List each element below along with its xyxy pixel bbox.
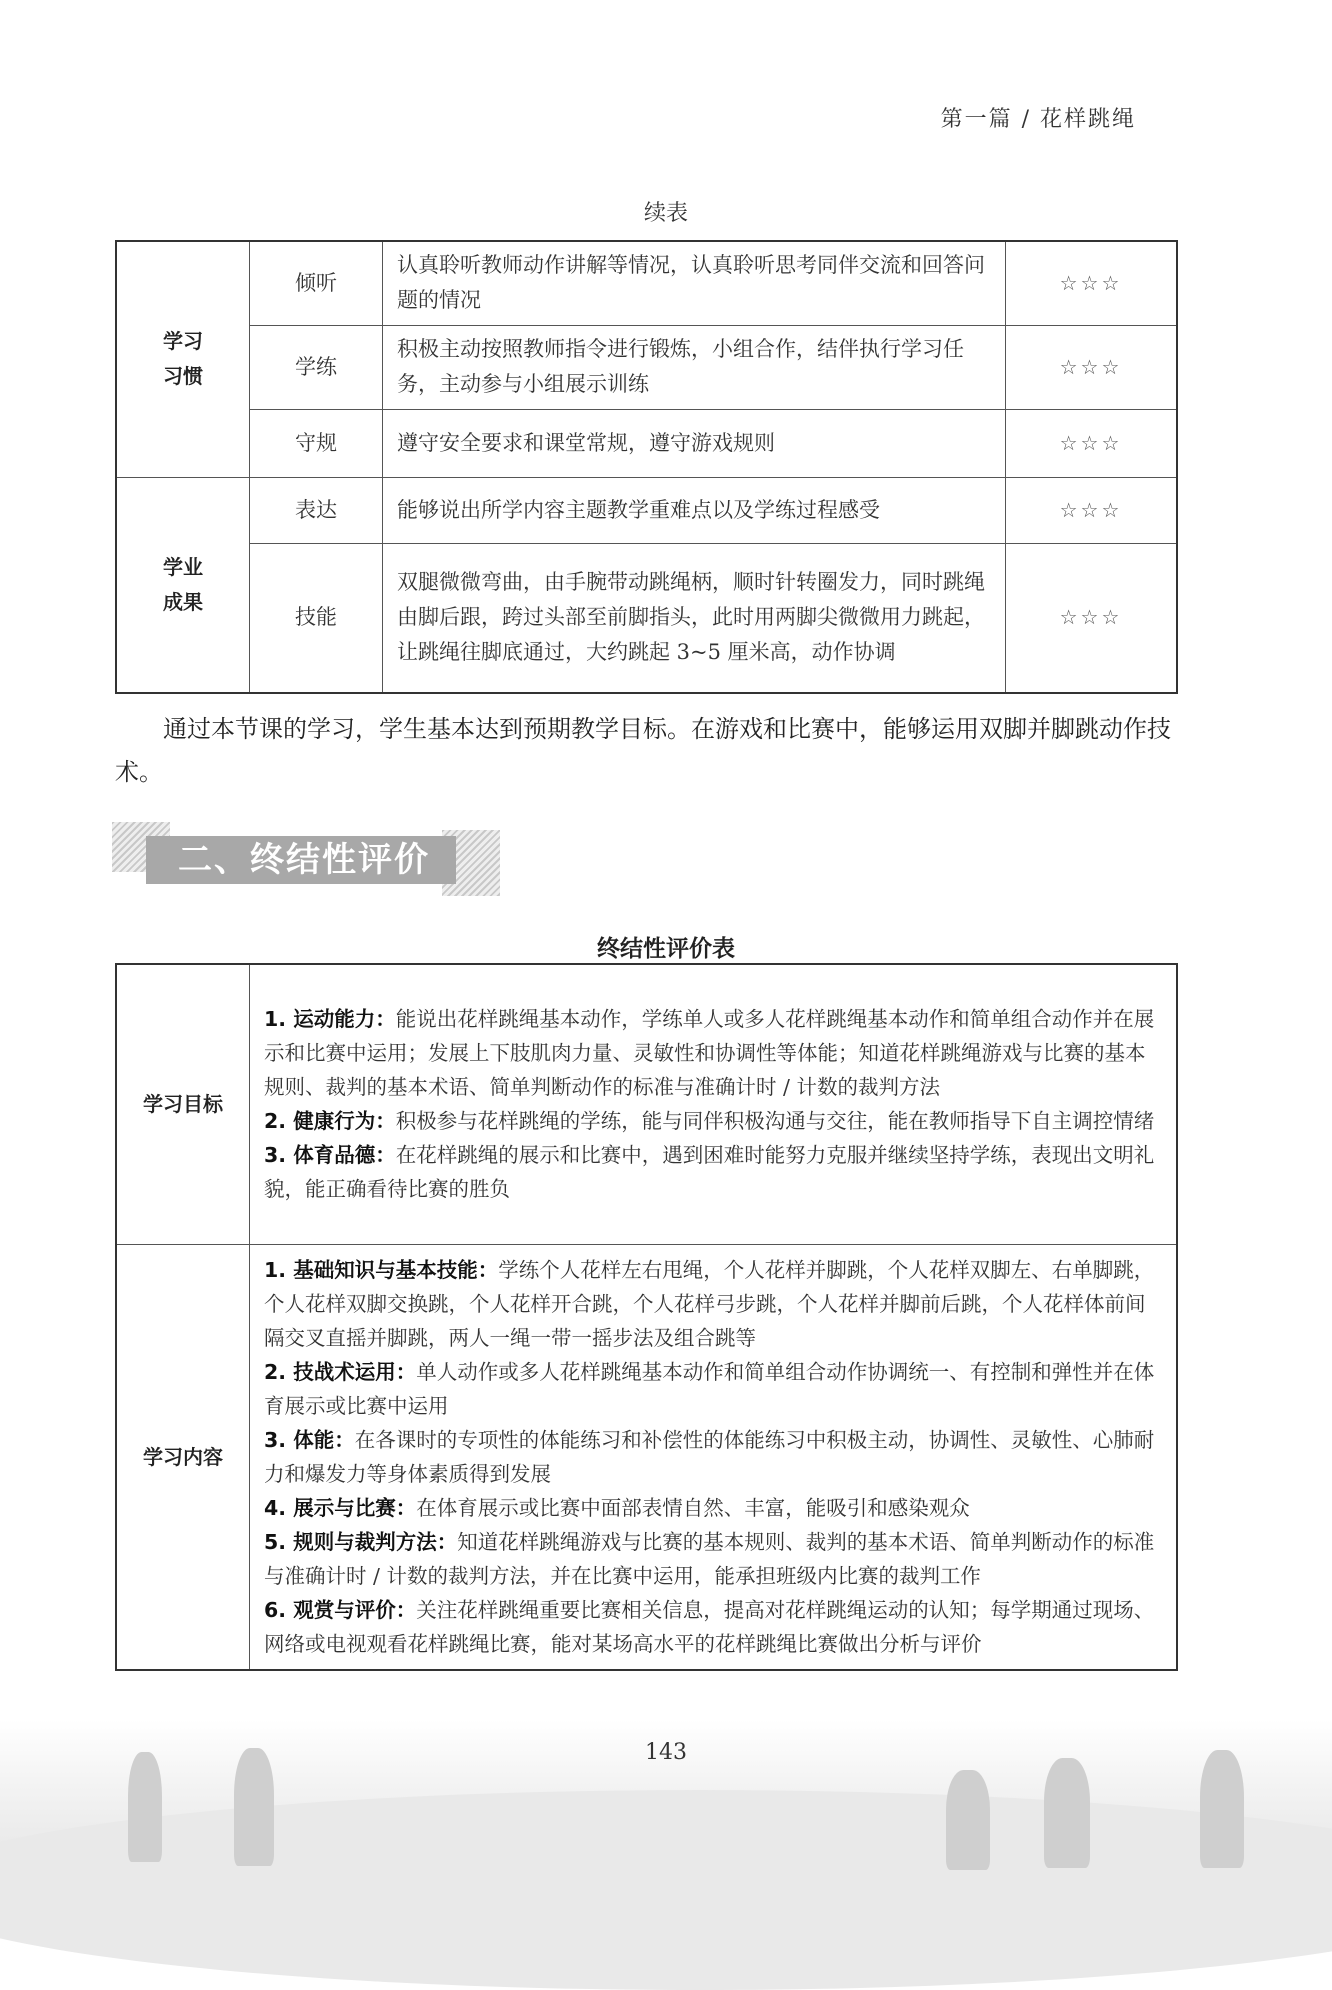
aspect-cell: 学练 xyxy=(250,325,383,409)
description-cell: 认真聆听教师动作讲解等情况，认真聆听思考同伴交流和回答问题的情况 xyxy=(383,241,1006,325)
list-item xyxy=(264,1138,1162,1206)
star-rating: ☆☆☆ xyxy=(1006,477,1178,543)
description-cell: 积极主动按照教师指令进行锻炼，小组合作，结伴执行学习任务，主动参与小组展示训练 xyxy=(383,325,1006,409)
jump-rope-figure-icon xyxy=(128,1752,162,1862)
item-text: 在体育展示或比赛中面部表情自然、丰富，能吸引和感染观众 xyxy=(416,1495,970,1520)
summative-evaluation-table xyxy=(115,963,1178,1671)
page-number: 143 xyxy=(645,1740,687,1765)
items-cell xyxy=(250,1244,1178,1670)
star-rating: ☆☆☆ xyxy=(1006,409,1178,477)
list-item xyxy=(264,1491,1162,1525)
category-cell: 学习目标 xyxy=(116,964,250,1244)
item-text: 在花样跳绳的展示和比赛中，遇到困难时能努力克服并继续坚持学练，表现出文明礼貌，能正确看待比赛的胜负 xyxy=(264,1143,1155,1202)
item-key: 3. 体能： xyxy=(264,1427,355,1452)
category-cell: 学业 成果 xyxy=(116,477,250,693)
item-text: 单人动作或多人花样跳绳基本动作和简单组合动作协调统一、有控制和弹性并在体育展示或比赛中运用 xyxy=(264,1359,1155,1418)
item-key: 5. 规则与裁判方法： xyxy=(264,1529,458,1554)
jump-rope-figure-icon xyxy=(1200,1750,1244,1868)
section-title: 二、终结性评价 xyxy=(146,836,456,884)
table2-title: 终结性评价表 xyxy=(597,936,735,962)
item-text: 在各课时的专项性的体能练习和补偿性的体能练习中积极主动，协调性、灵敏性、心肺耐力和爆发力等身体素质得到发展 xyxy=(264,1427,1155,1486)
item-key: 4. 展示与比赛： xyxy=(264,1495,417,1520)
jump-rope-figure-icon xyxy=(946,1770,990,1870)
list-item xyxy=(264,1355,1162,1423)
description-cell: 遵守安全要求和课堂常规，遵守游戏规则 xyxy=(383,409,1006,477)
items-cell xyxy=(250,964,1178,1244)
item-text: 积极参与花样跳绳的学练，能与同伴积极沟通与交往，能在教师指导下自主调控情绪 xyxy=(395,1109,1155,1134)
list-item xyxy=(264,1593,1162,1661)
item-text: 知道花样跳绳游戏与比赛的基本规则、裁判的基本术语、简单判断动作的标准与准确计时 / 计数的裁判方法，并在比赛中运用，能承担班级内比赛的裁判工作 xyxy=(264,1529,1155,1588)
item-key: 3. 体育品德： xyxy=(264,1143,396,1168)
jump-rope-figure-icon xyxy=(234,1748,274,1866)
item-text: 关注花样跳绳重要比赛相关信息，提高对花样跳绳运动的认知；每学期通过现场、网络或电视观看花样跳绳比赛，能对某场高水平的花样跳绳比赛做出分析与评价 xyxy=(264,1597,1155,1656)
summary-paragraph: 通过本节课的学习，学生基本达到预期教学目标。在游戏和比赛中，能够运用双脚并脚跳动作技术。 xyxy=(115,715,1171,786)
aspect-cell: 守规 xyxy=(250,409,383,477)
description-cell: 双腿微微弯曲，由手腕带动跳绳柄，顺时针转圈发力，同时跳绳由脚后跟，跨过头部至前脚指头，此时用两脚尖微微用力跳起，让跳绳往脚底通过，大约跳起 3~5 厘米高，动作协调 xyxy=(383,543,1006,693)
list-item xyxy=(264,1002,1162,1104)
list-item xyxy=(264,1525,1162,1593)
list-item xyxy=(264,1423,1162,1491)
item-key: 2. 健康行为： xyxy=(264,1109,396,1134)
running-header: 第一篇 / 花样跳绳 xyxy=(940,107,1136,132)
star-rating: ☆☆☆ xyxy=(1006,241,1178,325)
category-cell: 学习 习惯 xyxy=(116,241,250,477)
list-item xyxy=(264,1253,1162,1355)
aspect-cell: 表达 xyxy=(250,477,383,543)
aspect-cell: 倾听 xyxy=(250,241,383,325)
item-key: 6. 观赏与评价： xyxy=(264,1597,417,1622)
jump-rope-figure-icon xyxy=(1044,1758,1090,1868)
footer-hill-decoration xyxy=(0,1790,1332,1990)
table1-title: 续表 xyxy=(643,201,688,226)
item-key: 1. 基础知识与基本技能： xyxy=(264,1257,499,1282)
description-cell: 能够说出所学内容主题教学重难点以及学练过程感受 xyxy=(383,477,1006,543)
item-text: 学练个人花样左右甩绳，个人花样并脚跳，个人花样双脚左、右单脚跳，个人花样双脚交换跳，个人花样开合跳，个人花样弓步跳，个人花样并脚前后跳，个人花样体前间隔交叉直摇并脚跳，两人一绳一带一摇步法及组合跳等 xyxy=(264,1257,1155,1350)
item-key: 1. 运动能力： xyxy=(264,1007,396,1032)
star-rating: ☆☆☆ xyxy=(1006,543,1178,693)
habit-evaluation-table xyxy=(115,240,1178,694)
aspect-cell: 技能 xyxy=(250,543,383,693)
item-text: 能说出花样跳绳基本动作，学练单人或多人花样跳绳基本动作和简单组合动作并在展示和比赛中运用；发展上下肢肌肉力量、灵敏性和协调性等体能；知道花样跳绳游戏与比赛的基本规则、裁判的基本术语、简单判断动作的标准与准确计时 / 计数的裁判方法 xyxy=(264,1007,1155,1100)
section-heading xyxy=(112,822,492,896)
list-item xyxy=(264,1104,1162,1138)
star-rating: ☆☆☆ xyxy=(1006,325,1178,409)
category-cell: 学习内容 xyxy=(116,1244,250,1670)
item-key: 2. 技战术运用： xyxy=(264,1359,417,1384)
